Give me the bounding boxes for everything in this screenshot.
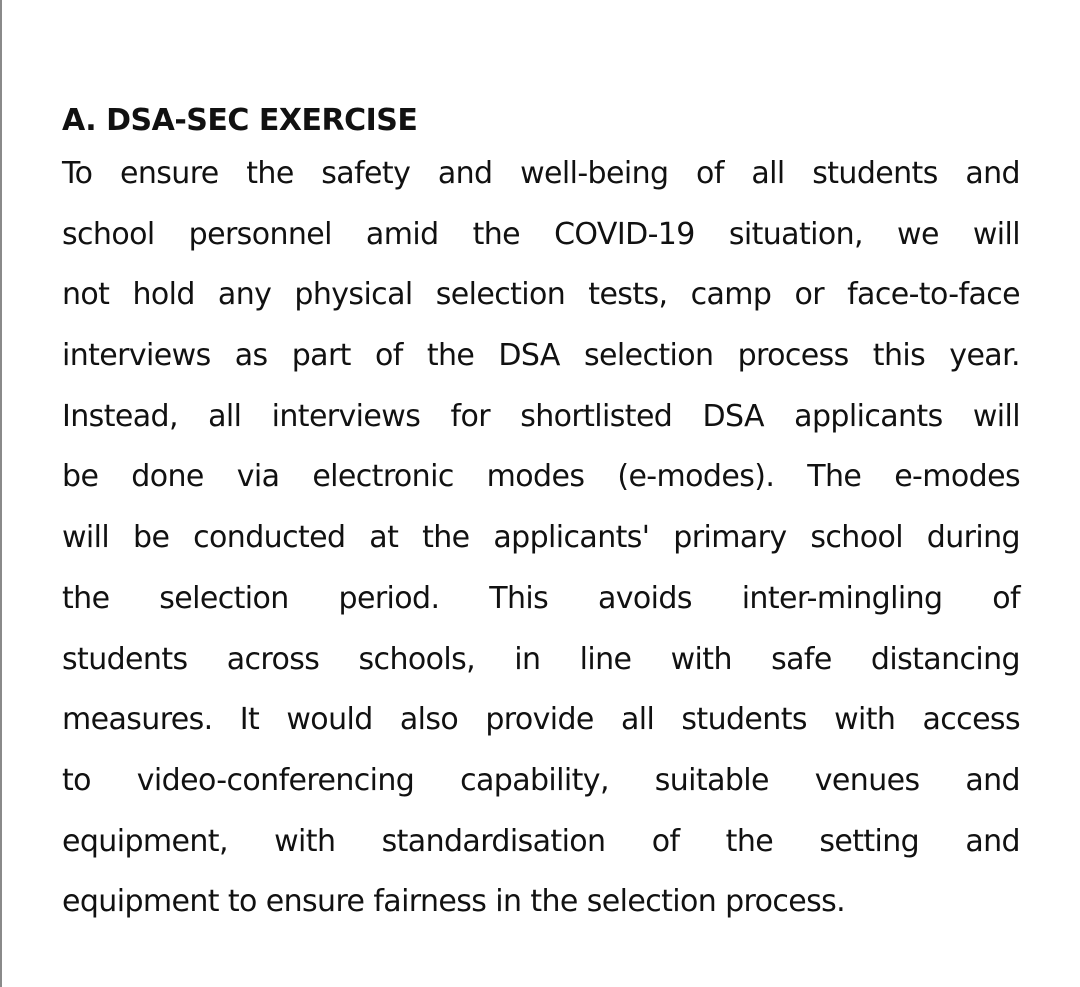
paragraph-line: will be conducted at the applicants' primary school during — [62, 520, 1020, 556]
paragraph-line: Instead, all interviews for shortlisted DSA applicants will — [62, 398, 1020, 434]
paragraph-line: interviews as part of the DSA selection process this year. — [62, 338, 1020, 374]
paragraph-line: students across schools, in line with safe distancing — [62, 641, 1020, 677]
section-paragraph — [62, 144, 1020, 933]
paragraph-line: measures. It would also provide all students with access — [62, 702, 1020, 738]
paragraph-line: school personnel amid the COVID-19 situation, we will — [62, 216, 1020, 252]
paragraph-line: equipment to ensure fairness in the selection process. — [62, 884, 846, 920]
paragraph-line: equipment, with standardisation of the setting and — [62, 823, 1020, 859]
document-section — [62, 98, 1020, 933]
section-heading: A. DSA-SEC EXERCISE — [62, 103, 418, 138]
paragraph-line: be done via electronic modes (e-modes). The e-modes — [62, 459, 1020, 495]
paragraph-line: the selection period. This avoids inter-mingling of — [62, 580, 1020, 616]
page-left-border — [0, 0, 2, 987]
paragraph-line: not hold any physical selection tests, camp or face-to-face — [62, 277, 1020, 313]
paragraph-line: To ensure the safety and well-being of all students and — [62, 156, 1020, 191]
paragraph-line: to video-conferencing capability, suitable venues and — [62, 762, 1020, 798]
